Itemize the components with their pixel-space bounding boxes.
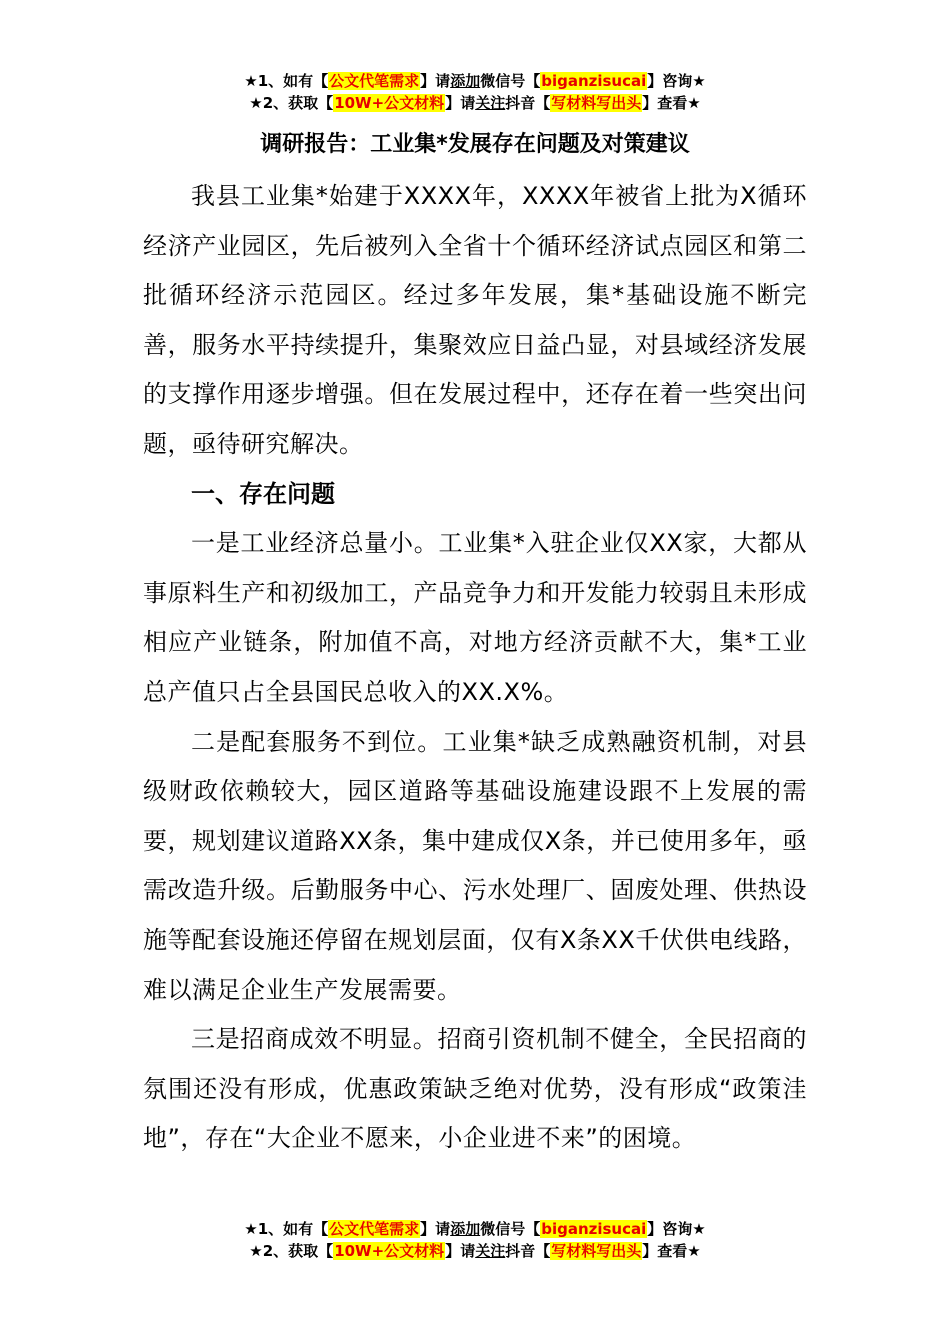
document-title: 调研报告：工业集*发展存在问题及对策建议 (260, 132, 690, 157)
banner-text: 】咨询★ (647, 72, 706, 90)
banner-text: 】请 (420, 72, 451, 90)
banner-line-1 (0, 70, 950, 92)
banner-text: 】咨询★ (647, 1220, 706, 1238)
banner-text: ★2、获取【 (249, 1242, 334, 1260)
banner-highlight: biganzisucai (541, 72, 647, 90)
body-paragraph: 一是工业经济总量小。工业集*入驻企业仅XX家，大都从事原料生产和初级加工，产品竞争力和开发能力较弱且未形成相应产业链条，附加值不高，对地方经济贡献不大，集*工业总产值只占全县国民总收入的XX.X%。 (143, 529, 807, 706)
banner-highlight: 公文代笔需求 (329, 1220, 420, 1238)
banner-line-1 (0, 1218, 950, 1240)
banner-text: 】请 (420, 1220, 451, 1238)
body-paragraph: 二是配套服务不到位。工业集*缺乏成熟融资机制，对县级财政依赖较大，园区道路等基础设施建设跟不上发展的需要，规划建议道路XX条，集中建成仅X条，并已使用多年，亟需改造升级。后勤服务中心、污水处理厂、固废处理、供热设施等配套设施还停留在规划层面，仅有X条XX千伏供电线路，难以满足企业生产发展需要。 (143, 727, 807, 1004)
banner-line-2 (0, 1240, 950, 1262)
banner-text: 】请 (445, 1242, 476, 1260)
body-paragraph: 三是招商成效不明显。招商引资机制不健全，全民招商的氛围还没有形成，优惠政策缺乏绝对优势，没有形成“政策洼地”，存在“大企业不愿来，小企业进不来”的困境。 (143, 1025, 807, 1153)
banner-text: ★1、如有【 (244, 1220, 329, 1238)
intro-paragraph: 我县工业集*始建于XXXX年，XXXX年被省上批为X循环经济产业园区，先后被列入全省十个循环经济试点园区和第二批循环经济示范园区。经过多年发展，集*基础设施不断完善，服务水平持续提升，集聚效应日益凸显，对县域经济发展的支撑作用逐步增强。但在发展过程中，还存在着一些突出问题，亟待研究解决。 (143, 182, 807, 458)
banner-text: 】查看★ (642, 94, 701, 112)
document-body (143, 172, 807, 1164)
banner-highlight: biganzisucai (541, 1220, 647, 1238)
banner-highlight: 10W+公文材料 (334, 1242, 445, 1260)
banner-text: 微信号【 (480, 1220, 541, 1238)
banner-emphasis: 关注 (475, 94, 506, 112)
banner-text: 抖音【 (505, 94, 551, 112)
banner-highlight: 10W+公文材料 (334, 94, 445, 112)
banner-highlight: 写材料写出头 (551, 1242, 642, 1260)
banner-highlight: 公文代笔需求 (329, 72, 420, 90)
top-banner (0, 70, 950, 114)
banner-highlight: 写材料写出头 (551, 94, 642, 112)
bottom-banner (0, 1218, 950, 1262)
banner-text: 】请 (445, 94, 476, 112)
banner-text: 抖音【 (505, 1242, 551, 1260)
banner-emphasis: 关注 (475, 1242, 506, 1260)
banner-text: 微信号【 (480, 72, 541, 90)
section-heading: 一、存在问题 (191, 479, 335, 508)
banner-line-2 (0, 92, 950, 114)
banner-emphasis: 添加 (450, 72, 481, 90)
banner-text: ★2、获取【 (249, 94, 334, 112)
banner-text: ★1、如有【 (244, 72, 329, 90)
banner-text: 】查看★ (642, 1242, 701, 1260)
banner-emphasis: 添加 (450, 1220, 481, 1238)
